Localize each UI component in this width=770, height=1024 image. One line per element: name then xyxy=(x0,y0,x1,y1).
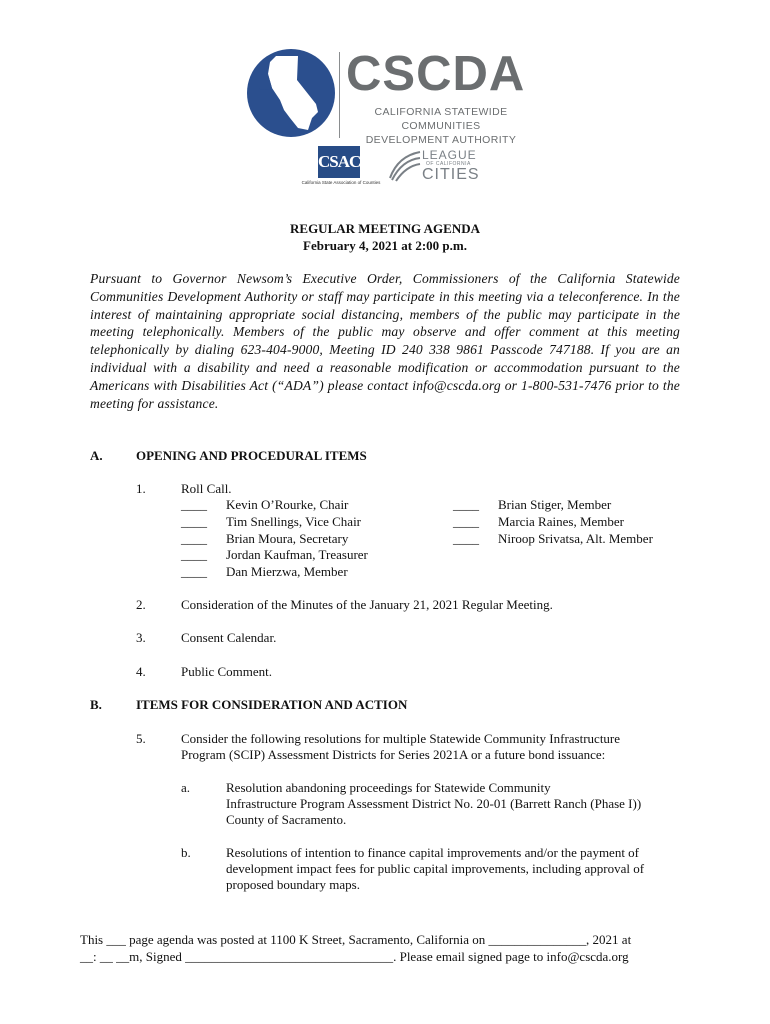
item-4-text: Public Comment. xyxy=(181,664,272,679)
section-a-letter: A. xyxy=(90,448,103,463)
sub-item-b-line2: development impact fees for public capital improvements, including approval of xyxy=(226,861,645,876)
sub-item-a-line2: Infrastructure Program Assessment District No. 20-01 (Barrett Ranch (Phase I)) xyxy=(226,796,642,811)
sub-item-b-line3: proposed boundary maps. xyxy=(226,877,360,892)
section-b-heading: ITEMS FOR CONSIDERATION AND ACTION xyxy=(136,697,408,712)
cscda-logo xyxy=(246,47,536,146)
sub-item-b-line1: Resolutions of intention to finance capital improvements and/or the payment of xyxy=(226,845,640,860)
section-a-heading: OPENING AND PROCEDURAL ITEMS xyxy=(136,448,367,463)
roll-blank: ____ xyxy=(453,514,479,529)
sub-item-a-line3: County of Sacramento. xyxy=(226,812,347,827)
item-4-number: 4. xyxy=(136,664,146,679)
item-5-line2: Program (SCIP) Assessment Districts for Series 2021A or a future bond issuance: xyxy=(181,747,606,762)
roll-blank: ____ xyxy=(181,497,207,512)
csac-logo: CSAC xyxy=(318,146,360,178)
roll-blank: ____ xyxy=(181,547,207,562)
agenda-date: February 4, 2021 at 2:00 p.m. xyxy=(303,238,467,253)
league-word: LEAGUE xyxy=(422,148,477,162)
roll-blank: ____ xyxy=(181,514,207,529)
brand-name: CSCDA xyxy=(346,47,526,101)
roll-blank: ____ xyxy=(181,531,207,546)
item-5-line1: Consider the following resolutions for multiple Statewide Community Infrastructure xyxy=(181,731,621,746)
roll-member: Jordan Kaufman, Treasurer xyxy=(226,547,368,562)
brand-sub-line2: DEVELOPMENT AUTHORITY xyxy=(365,134,517,146)
item-3-text: Consent Calendar. xyxy=(181,630,277,645)
league-of-california: OF CALIFORNIA xyxy=(426,161,471,167)
item-2-number: 2. xyxy=(136,597,146,612)
roll-member: Dan Mierzwa, Member xyxy=(226,564,348,579)
footer-line2: __: __ __m, Signed ________________________________. Please email signed page to info@cscda.org xyxy=(80,949,629,964)
sub-item-a-letter: a. xyxy=(181,780,191,795)
roll-member: Brian Stiger, Member xyxy=(498,497,612,512)
sub-item-a-line1: Resolution abandoning proceedings for Statewide Community xyxy=(226,780,551,795)
section-b-letter: B. xyxy=(90,697,102,712)
brand-sub-line1: CALIFORNIA STATEWIDE COMMUNITIES xyxy=(374,106,508,132)
roll-member: Niroop Srivatsa, Alt. Member xyxy=(498,531,653,546)
agenda-title: REGULAR MEETING AGENDA xyxy=(290,221,480,236)
roll-member: Marcia Raines, Member xyxy=(498,514,624,529)
roll-blank: ____ xyxy=(453,497,479,512)
item-3-number: 3. xyxy=(136,630,146,645)
roll-member: Kevin O’Rourke, Chair xyxy=(226,497,349,512)
roll-member: Tim Snellings, Vice Chair xyxy=(226,514,362,529)
posting-footer xyxy=(80,931,680,965)
sub-item-b-letter: b. xyxy=(181,845,191,860)
roll-blank: ____ xyxy=(181,564,207,579)
roll-member: Brian Moura, Secretary xyxy=(226,531,349,546)
california-seal-icon xyxy=(246,48,336,138)
item-1-number: 1. xyxy=(136,481,146,496)
csac-caption: California State Association of Counties xyxy=(301,180,381,185)
league-cities: CITIES xyxy=(422,166,480,183)
item-1-label: Roll Call. xyxy=(181,481,232,496)
item-2-text: Consideration of the Minutes of the January 21, 2021 Regular Meeting. xyxy=(181,597,553,612)
league-swoosh-icon xyxy=(388,148,422,182)
footer-line1: This ___ page agenda was posted at 1100 K Street, Sacramento, California on _______________, 2021 at xyxy=(80,932,632,947)
preamble: Pursuant to Governor Newsom’s Executive Order, Commissioners of the California Statewide Communities Development Authority or staff may participate in this meeting via a teleconference. In the interest of maintaining appropriate social distancing, members of the public may participate in the meeting telephonically. Members of the public may observe and offer comment at this meeting telephonically by dialing 623-404-9000, Meeting ID 240 338 9861 Passcode 747188. If you are an individual with a disability and need a reasonable modification or accommodation pursuant to the Americans with Disabilities Act (“ADA”) please contact info@cscda.org or 1-800-531-7476 prior to the meeting for assistance. xyxy=(90,271,680,411)
item-5-number: 5. xyxy=(136,731,146,746)
logo-divider xyxy=(339,52,340,138)
roll-blank: ____ xyxy=(453,531,479,546)
brand-text xyxy=(346,47,536,147)
